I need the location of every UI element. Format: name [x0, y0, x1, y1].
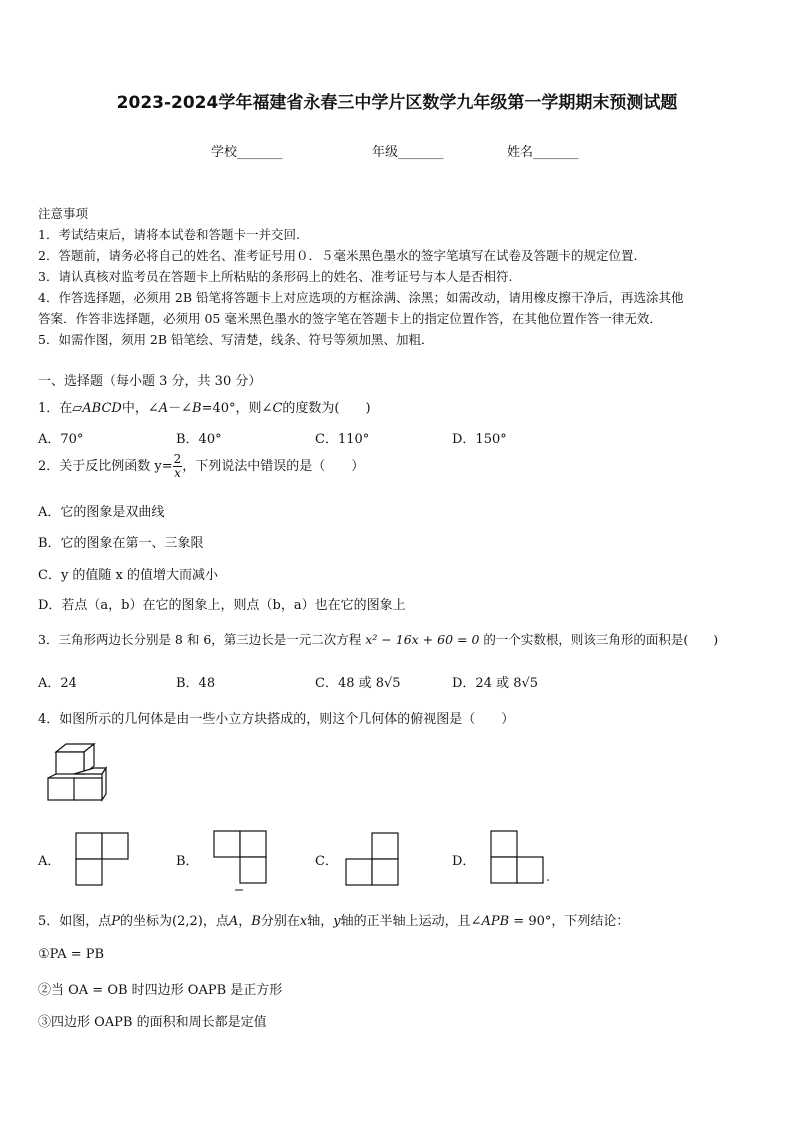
option-d-figure — [490, 830, 550, 886]
name-field: 姓名_______ — [507, 145, 579, 160]
cube-stack-figure — [44, 740, 110, 804]
grade-field: 年级_______ — [372, 145, 444, 160]
question-2-option-b: B．它的图象在第一、三象限 — [38, 536, 204, 551]
option-c-figure — [345, 832, 401, 886]
option-a-figure — [75, 832, 131, 886]
question-4-option-a-label: A． — [38, 854, 61, 869]
question-2-option-d: D．若点（a，b）在它的图象上，则点（b，a）也在它的图象上 — [38, 598, 406, 613]
question-4-option-c-label: C． — [315, 854, 338, 869]
question-3-stem: 3．三角形两边长分别是 8 和 6，第三边长是一元二次方程 x² − 16x + 60 = 0 的一个实数根，则该三角形的面积是( ) — [38, 632, 719, 647]
question-3-option-b: B．48 — [176, 676, 216, 691]
question-3-option-c: C．48 或 8√5 — [315, 676, 401, 691]
question-1-option-a: A．70° — [38, 432, 84, 447]
question-4-option-b-label: B． — [176, 854, 199, 869]
question-2-option-a: A．它的图象是双曲线 — [38, 505, 165, 520]
question-2-option-c: C．y 的值随 x 的值增大而减小 — [38, 568, 219, 583]
section-heading: 一、选择题（每小题 3 分，共 30 分） — [38, 374, 262, 389]
question-1-option-b: B．40° — [176, 432, 222, 447]
notice-item: 1．考试结束后，请将本试卷和答题卡一并交回. — [38, 227, 300, 242]
notice-item: 4．作答选择题，必须用 2B 铅笔将答题卡上对应选项的方框涂满、涂黑；如需改动，请用橡皮擦干净后，再选涂其他 — [38, 290, 684, 305]
option-b-figure — [213, 830, 269, 894]
question-5-stem: 5．如图，点P的坐标为(2,2)，点A，B分别在x轴，y轴的正半轴上运动，且∠APB = 90°，下列结论： — [38, 914, 630, 929]
notice-item: 答案．作答非选择题，必须用 05 毫米黑色墨水的签字笔在答题卡上的指定位置作答，在其他位置作答一律无效． — [38, 311, 662, 326]
notice-item: 3．请认真核对监考员在答题卡上所粘贴的条形码上的姓名、准考证号与本人是否相符. — [38, 269, 513, 284]
question-5-conclusion-3: ③四边形 OAPB 的面积和周长都是定值 — [38, 1015, 267, 1030]
page-title: 2023-2024学年福建省永春三中学片区数学九年级第一学期期末预测试题 — [116, 93, 678, 113]
question-2-stem: 2．关于反比例函数 y= $\frac{2}{x}$ ，下列说法中错误的是（ ） — [38, 452, 365, 480]
question-1-stem: 1．在▱ABCD中，∠A－∠B=40°，则∠C的度数为( ) — [38, 401, 371, 416]
notice-heading: 注意事项 — [38, 206, 89, 221]
question-1-option-c: C．110° — [315, 432, 370, 447]
question-4-stem: 4．如图所示的几何体是由一些小立方块搭成的，则这个几何体的俯视图是（ ） — [38, 712, 515, 727]
question-4-option-d-label: D． — [452, 854, 476, 869]
school-field: 学校_______ — [211, 145, 283, 160]
fraction: $\frac{2}{x}$ — [173, 452, 182, 480]
question-5-conclusion-1: ①PA = PB — [38, 947, 105, 962]
notice-item: 5．如需作图，须用 2B 铅笔绘、写清楚，线条、符号等须加黑、加粗． — [38, 332, 434, 347]
question-3-option-d: D．24 或 8√5 — [452, 676, 539, 691]
question-1-option-d: D．150° — [452, 432, 507, 447]
question-5-conclusion-2: ②当 OA = OB 时四边形 OAPB 是正方形 — [38, 983, 283, 998]
notice-item: 2．答题前，请务必将自己的姓名、准考证号用０．５毫米黑色墨水的签字笔填写在试卷及答题卡的规定位置. — [38, 248, 638, 263]
question-3-option-a: A．24 — [38, 676, 77, 691]
